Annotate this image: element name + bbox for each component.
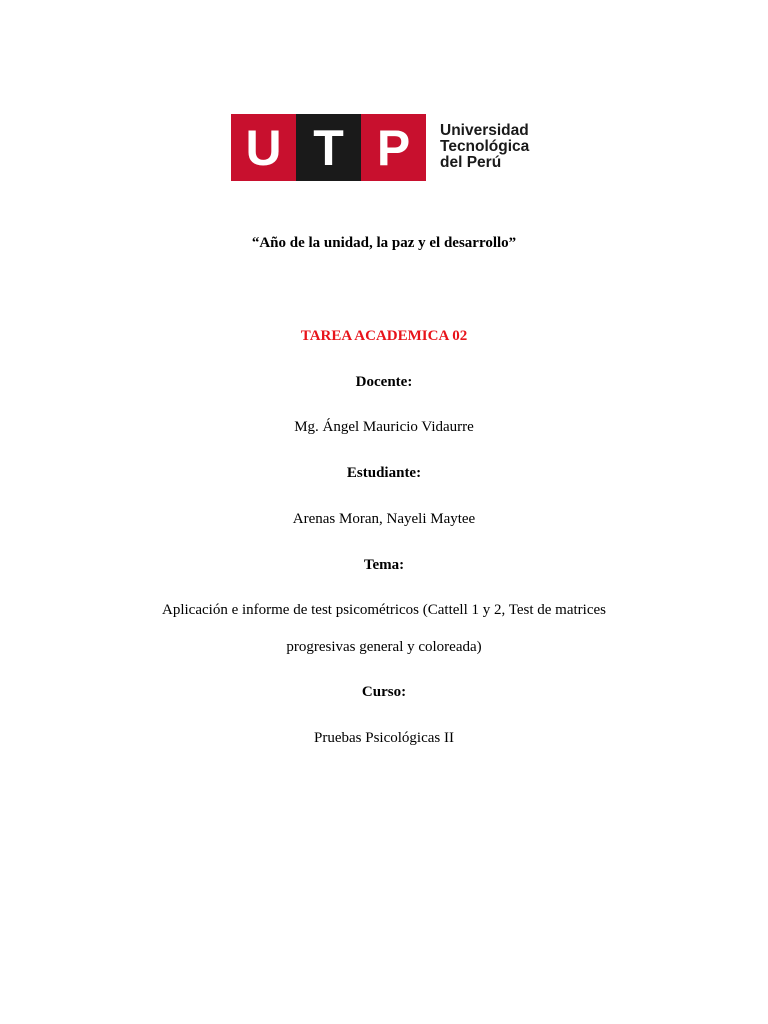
utp-logo xyxy=(231,114,531,181)
year-motto: “Año de la unidad, la paz y el desarrollo” xyxy=(251,235,517,251)
tema-value-line-1: Aplicación e informe de test psicométricos (Cattell 1 y 2, Test de matrices xyxy=(162,602,606,618)
curso-value: Pruebas Psicológicas II xyxy=(314,730,454,746)
docente-value: Mg. Ángel Mauricio Vidaurre xyxy=(294,419,474,435)
logo-text-line-2: Tecnológica xyxy=(440,138,530,155)
logo-letter-p: P xyxy=(361,114,426,181)
logo-university-name xyxy=(440,123,529,171)
estudiante-value: Arenas Moran, Nayeli Maytee xyxy=(292,511,476,527)
logo-letter-u: U xyxy=(231,114,296,181)
logo-text-line-1: Universidad xyxy=(440,122,529,139)
tema-label: Tema: xyxy=(363,557,405,573)
curso-label: Curso: xyxy=(361,684,407,700)
logo-letter-t: T xyxy=(296,114,361,181)
docente-label: Docente: xyxy=(355,374,413,390)
tema-value-line-2: progresivas general y coloreada) xyxy=(286,639,482,655)
logo-text-line-3: del Perú xyxy=(440,154,502,171)
estudiante-label: Estudiante: xyxy=(346,465,422,481)
document-title: TAREA ACADEMICA 02 xyxy=(300,328,468,344)
